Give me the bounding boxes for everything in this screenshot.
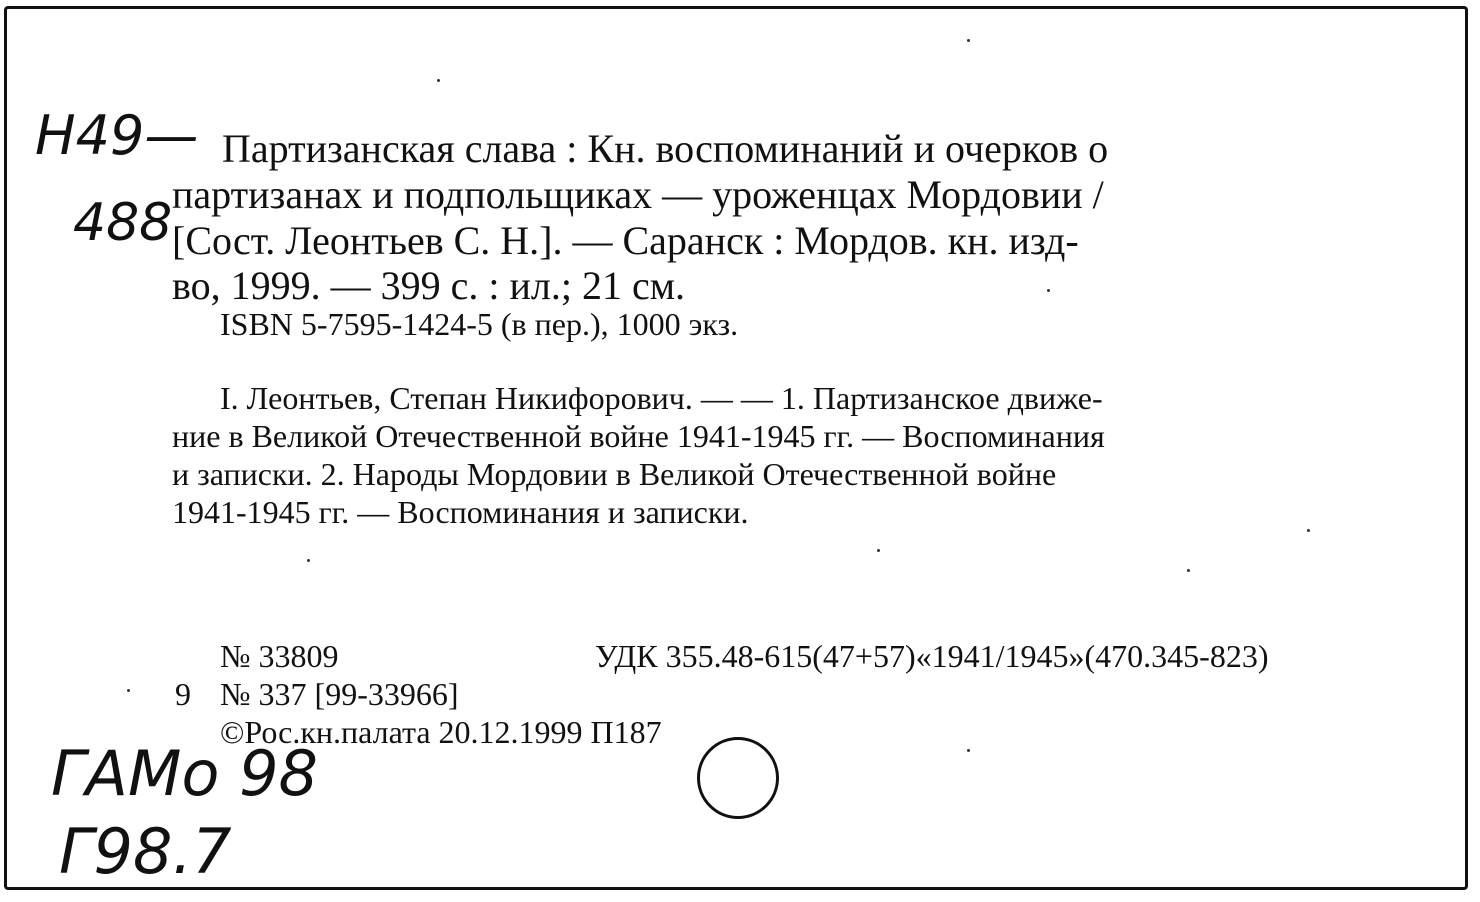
subject-line-3: и записки. 2. Народы Мордовии в Великой Отечественной войне xyxy=(172,456,1057,492)
handwritten-shelf-mark-2: Г98.7 xyxy=(59,815,232,888)
handwritten-shelf-mark-1: ГАМо 98 xyxy=(51,737,318,810)
record-number: № 33809 xyxy=(220,638,339,674)
title-line-2: партизанах и подпольщиках — уроженцах Мордовии / xyxy=(172,172,1104,217)
speck xyxy=(1047,289,1050,292)
drawn-circle xyxy=(697,737,779,819)
registration-number: № 337 [99-33966] xyxy=(220,676,459,712)
left-digit: 9 xyxy=(175,676,191,712)
speck xyxy=(967,749,970,752)
book-chamber-line: ©Рос.кн.палата 20.12.1999 П187 xyxy=(220,714,662,750)
speck xyxy=(967,39,970,42)
handwritten-call-number-2: 488 xyxy=(73,193,173,253)
speck xyxy=(1187,569,1190,572)
speck xyxy=(127,689,130,692)
catalog-card xyxy=(4,6,1468,890)
handwritten-call-number-1: Н49— xyxy=(35,104,199,167)
subject-line-2: ние в Великой Отечественной войне 1941-1945 гг. — Воспоминания xyxy=(172,418,1105,454)
subject-line-1: I. Леонтьев, Степан Никифорович. — — 1. Партизанское движе- xyxy=(220,380,1103,416)
udk-code: УДК 355.48-615(47+57)«1941/1945»(470.345-823) xyxy=(595,638,1269,674)
title-line-1: Партизанская слава : Кн. воспоминаний и очерков о xyxy=(222,126,1109,171)
isbn-line: ISBN 5-7595-1424-5 (в пер.), 1000 экз. xyxy=(220,306,739,342)
title-line-4: во, 1999. — 399 с. : ил.; 21 см. xyxy=(172,263,686,308)
speck xyxy=(437,79,440,82)
subject-line-4: 1941-1945 гг. — Воспоминания и записки. xyxy=(172,494,749,530)
speck xyxy=(877,549,880,552)
speck xyxy=(1307,529,1310,532)
title-line-3: [Сост. Леонтьев С. Н.]. — Саранск : Мордов. кн. изд- xyxy=(172,218,1079,263)
speck xyxy=(307,559,310,562)
